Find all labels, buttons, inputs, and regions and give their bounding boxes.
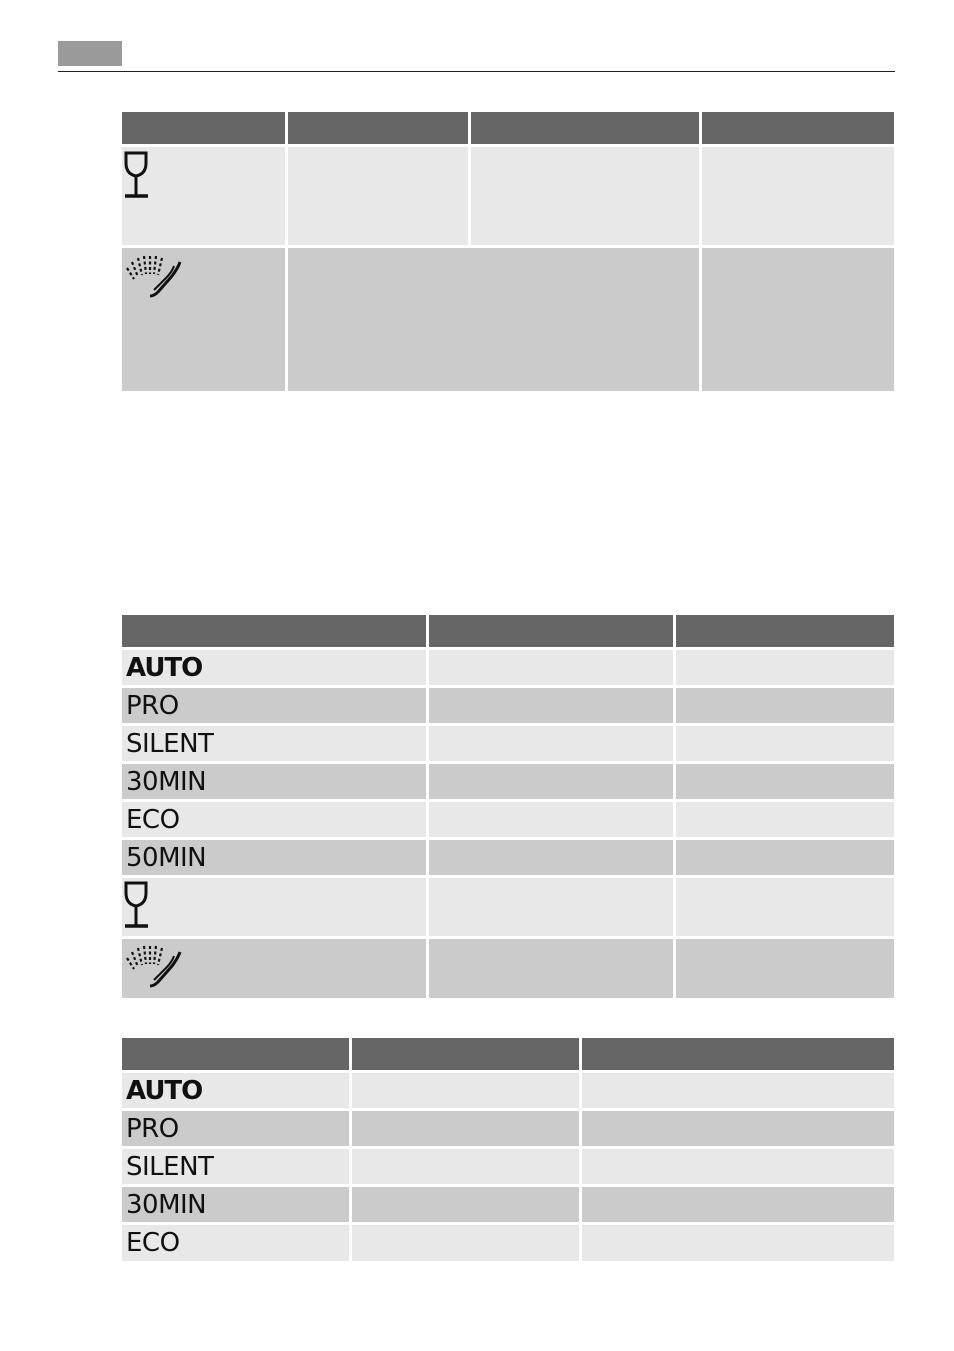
table-cell	[288, 147, 471, 248]
table-cell	[676, 802, 894, 840]
table-row	[122, 1111, 894, 1149]
table-row	[122, 1073, 894, 1111]
table-cell	[702, 248, 894, 391]
header-cell	[582, 1038, 894, 1073]
spray-arm-icon	[122, 942, 186, 992]
table-row	[122, 1149, 894, 1187]
header-cell	[676, 615, 894, 650]
header-cell	[429, 615, 676, 650]
programme-label: SILENT	[126, 728, 214, 759]
table-header-row	[122, 112, 894, 147]
table-cell	[676, 939, 894, 998]
table-cell	[702, 147, 894, 248]
programme-label: PRO	[126, 1113, 179, 1144]
header-cell	[702, 112, 894, 147]
table-cell	[676, 688, 894, 726]
programme-label: 50MIN	[126, 842, 207, 873]
table-cell	[676, 840, 894, 878]
option-table	[122, 112, 894, 391]
table-cell	[429, 650, 676, 688]
option-icon-cell	[122, 147, 288, 248]
table-row	[122, 726, 894, 764]
header-cell	[471, 112, 702, 147]
table-cell	[288, 248, 702, 391]
table-row	[122, 1187, 894, 1225]
programme-table	[122, 615, 894, 998]
header-cell	[122, 615, 429, 650]
table-cell	[582, 1225, 894, 1261]
glass-icon	[122, 880, 152, 930]
programme-label: 30MIN	[126, 766, 207, 797]
option-icon-cell	[122, 248, 288, 391]
header-rule	[58, 71, 895, 72]
table-cell	[352, 1073, 582, 1111]
consumption-table	[122, 1038, 894, 1261]
table-cell	[429, 688, 676, 726]
header-cell	[122, 112, 288, 147]
table-cell	[352, 1149, 582, 1187]
table-row	[122, 939, 894, 998]
spray-arm-icon	[122, 252, 186, 302]
table-cell	[429, 802, 676, 840]
table-row	[122, 147, 894, 248]
table-cell	[582, 1111, 894, 1149]
table-cell	[352, 1111, 582, 1149]
table-cell	[582, 1187, 894, 1225]
page-tab	[58, 41, 122, 66]
header-cell	[122, 1038, 352, 1073]
table-cell	[429, 878, 676, 939]
table-cell	[582, 1149, 894, 1187]
programme-label: ECO	[126, 1228, 180, 1258]
table-cell	[352, 1187, 582, 1225]
table-cell	[429, 726, 676, 764]
table-cell	[676, 878, 894, 939]
table-cell	[429, 939, 676, 998]
glass-icon	[122, 150, 152, 200]
header-cell	[352, 1038, 582, 1073]
table-cell	[429, 764, 676, 802]
table-row	[122, 802, 894, 840]
table-row	[122, 840, 894, 878]
table-row	[122, 764, 894, 802]
table-row	[122, 650, 894, 688]
table-cell	[676, 726, 894, 764]
table-cell	[471, 147, 702, 248]
table-row	[122, 1225, 894, 1261]
programme-label: AUTO	[126, 652, 203, 683]
table-row	[122, 248, 894, 391]
table-header-row	[122, 1038, 894, 1073]
option-icon-cell	[122, 878, 429, 939]
table-cell	[582, 1073, 894, 1111]
header-cell	[288, 112, 471, 147]
table-row	[122, 688, 894, 726]
table-cell	[676, 764, 894, 802]
table-header-row	[122, 615, 894, 650]
table-row	[122, 878, 894, 939]
table-cell	[429, 840, 676, 878]
programme-label: AUTO	[126, 1075, 203, 1106]
table-cell	[352, 1225, 582, 1261]
table-cell	[676, 650, 894, 688]
programme-label: ECO	[126, 804, 180, 835]
programme-label: SILENT	[126, 1151, 214, 1182]
programme-label: 30MIN	[126, 1189, 207, 1220]
programme-label: PRO	[126, 690, 179, 721]
option-icon-cell	[122, 939, 429, 998]
